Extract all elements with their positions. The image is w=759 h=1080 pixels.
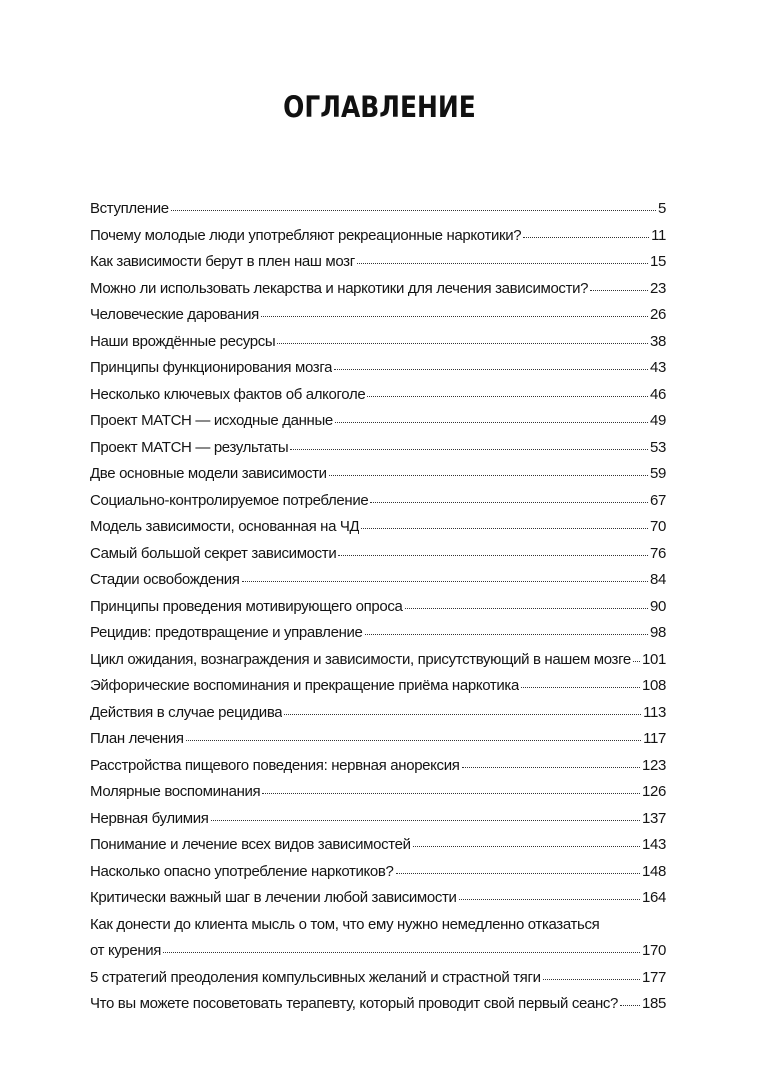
- toc-entry-title: Проект МАТСН — исходные данные: [90, 412, 333, 429]
- toc-entry-page: 123: [642, 756, 666, 774]
- dot-leader: [338, 554, 648, 556]
- toc-entry[interactable]: [90, 435, 666, 462]
- toc-entry[interactable]: [90, 276, 666, 303]
- dot-leader: [357, 262, 648, 264]
- dot-leader: [620, 1004, 640, 1006]
- toc-entry-title: 5 стратегий преодоления компульсивных желаний и страстной тяги: [90, 968, 541, 986]
- dot-leader: [370, 501, 648, 503]
- toc-entry-title: Понимание и лечение всех видов зависимостей: [90, 836, 411, 853]
- dot-leader: [171, 209, 656, 211]
- toc-entry[interactable]: [90, 355, 666, 382]
- toc-entry-page: 90: [650, 597, 666, 615]
- toc-entry-title: Эйфорические воспоминания и прекращение приёма наркотика: [90, 677, 519, 694]
- dot-leader: [290, 448, 648, 450]
- toc-entry[interactable]: [90, 382, 666, 409]
- toc-entry-title: Несколько ключевых фактов об алкоголе: [90, 385, 366, 403]
- toc-entry-page: 143: [642, 836, 666, 853]
- toc-entry-title: Принципы функционирования мозга: [90, 359, 333, 376]
- toc-entry-page: 23: [650, 279, 666, 297]
- toc-entry-page: 177: [642, 968, 666, 986]
- toc-entry[interactable]: [90, 196, 666, 223]
- toc-entry[interactable]: [90, 514, 666, 541]
- dot-leader: [261, 315, 648, 317]
- toc-entry-title: Социально-контролируемое потребление: [90, 491, 369, 509]
- toc-entry-title: Стадии освобождения: [90, 571, 240, 588]
- toc-entry-page: 137: [642, 809, 666, 827]
- dot-leader: [523, 236, 649, 238]
- toc-entry-title: Почему молодые люди употребляют рекреационные наркотики?: [90, 226, 522, 244]
- toc-entry-title: Расстройства пищевого поведения: нервная анорексия: [90, 756, 460, 774]
- dot-leader: [211, 819, 640, 821]
- toc-entry[interactable]: [90, 461, 666, 488]
- toc-entry[interactable]: [90, 912, 666, 965]
- toc-entry[interactable]: [90, 249, 666, 276]
- toc-entry-title: План лечения: [90, 730, 184, 747]
- dot-leader: [334, 368, 648, 370]
- toc-entry[interactable]: [90, 329, 666, 356]
- toc-entry-page: 98: [650, 624, 666, 641]
- toc-entry-page: 5: [658, 200, 666, 217]
- dot-leader: [284, 713, 641, 715]
- dot-leader: [365, 633, 648, 635]
- page-title: ОГЛАВЛЕНИЕ: [283, 90, 476, 124]
- toc-entry-title: Проект МАТСН — результаты: [90, 438, 289, 456]
- toc-entry-page: 11: [651, 226, 666, 244]
- toc-entry-title: Человеческие дарования: [90, 306, 259, 323]
- dot-leader: [186, 739, 641, 741]
- toc-entry[interactable]: [90, 647, 666, 674]
- toc-entry[interactable]: [90, 779, 666, 806]
- toc-entry-page: 26: [650, 306, 666, 323]
- toc-entry-page: 108: [642, 677, 666, 694]
- dot-leader: [462, 766, 641, 768]
- toc-entry-page: 113: [643, 703, 666, 721]
- dot-leader: [329, 474, 648, 476]
- toc-entry[interactable]: [90, 700, 666, 727]
- toc-entry-page: 185: [642, 995, 666, 1012]
- toc-entry-page: 148: [642, 862, 666, 880]
- toc-entry-title: Как донести до клиента мысль о том, что ему нужно немедленно отказаться: [90, 915, 600, 933]
- toc-entry[interactable]: [90, 859, 666, 886]
- toc-entry[interactable]: [90, 408, 666, 435]
- toc-entry[interactable]: [90, 302, 666, 329]
- toc-entry-title: Рецидив: предотвращение и управление: [90, 624, 363, 641]
- dot-leader: [335, 421, 648, 423]
- toc-entry-page: 76: [650, 544, 666, 562]
- toc-entry[interactable]: [90, 594, 666, 621]
- toc-entry-page: 126: [642, 783, 666, 800]
- dot-leader: [367, 395, 648, 397]
- toc-entry[interactable]: [90, 567, 666, 594]
- dot-leader: [543, 978, 640, 980]
- toc-list: [90, 196, 666, 1018]
- toc-entry-title: Молярные воспоминания: [90, 783, 261, 800]
- toc-entry-title: Принципы проведения мотивирующего опроса: [90, 597, 403, 615]
- toc-entry[interactable]: [90, 965, 666, 992]
- toc-entry-title: Как зависимости берут в плен наш мозг: [90, 253, 355, 270]
- dot-leader: [163, 951, 640, 953]
- toc-entry-title: Что вы можете посоветовать терапевту, который проводит свой первый сеанс?: [90, 995, 619, 1012]
- toc-entry-page: 164: [642, 889, 666, 906]
- toc-entry[interactable]: [90, 753, 666, 780]
- toc-entry-page: 117: [643, 730, 666, 747]
- toc-entry[interactable]: [90, 223, 666, 250]
- toc-entry-page: 43: [650, 359, 666, 376]
- toc-entry[interactable]: [90, 726, 666, 753]
- dot-leader: [590, 289, 648, 291]
- dot-leader: [633, 660, 640, 662]
- dot-leader: [521, 686, 640, 688]
- toc-entry-title: Нервная булимия: [90, 809, 209, 827]
- toc-entry-title: Вступление: [90, 200, 169, 217]
- dot-leader: [262, 792, 640, 794]
- dot-leader: [413, 845, 640, 847]
- dot-leader: [405, 607, 649, 609]
- toc-entry-page: 38: [650, 332, 666, 350]
- toc-entry-title: Действия в случае рецидива: [90, 703, 283, 721]
- toc-entry[interactable]: [90, 620, 666, 647]
- dot-leader: [361, 527, 648, 529]
- toc-entry-title: Две основные модели зависимости: [90, 465, 327, 482]
- dot-leader: [242, 580, 648, 582]
- toc-entry-page: 70: [650, 518, 666, 535]
- toc-entry-page: 67: [650, 491, 666, 509]
- dot-leader: [277, 342, 648, 344]
- toc-entry-page: 46: [650, 385, 666, 403]
- toc-entry-page: 15: [650, 253, 666, 270]
- toc-entry-page: 101: [642, 650, 666, 668]
- toc-entry-title: Наши врождённые ресурсы: [90, 332, 276, 350]
- toc-entry-title: Цикл ожидания, вознаграждения и зависимости, присутствующий в нашем мозге: [90, 650, 631, 668]
- toc-entry[interactable]: [90, 488, 666, 515]
- toc-entry[interactable]: [90, 832, 666, 859]
- toc-entry-title-continued: от курения: [90, 942, 162, 959]
- toc-entry[interactable]: [90, 673, 666, 700]
- toc-entry-title: Можно ли использовать лекарства и наркотики для лечения зависимости?: [90, 279, 589, 297]
- toc-entry-page: 84: [650, 571, 666, 588]
- toc-entry[interactable]: [90, 991, 666, 1018]
- dot-leader: [396, 872, 640, 874]
- toc-entry-title: Критически важный шаг в лечении любой зависимости: [90, 889, 457, 906]
- toc-entry-page: 170: [642, 942, 666, 959]
- toc-entry[interactable]: [90, 541, 666, 568]
- toc-entry-page: 53: [650, 438, 666, 456]
- dot-leader: [459, 898, 640, 900]
- toc-entry-title: Самый большой секрет зависимости: [90, 544, 337, 562]
- toc-entry[interactable]: [90, 806, 666, 833]
- toc-entry-page: 49: [650, 412, 666, 429]
- toc-entry[interactable]: [90, 885, 666, 912]
- toc-entry-title: Модель зависимости, основанная на ЧД: [90, 518, 360, 535]
- toc-entry-title: Насколько опасно употребление наркотиков?: [90, 862, 394, 880]
- toc-entry-page: 59: [650, 465, 666, 482]
